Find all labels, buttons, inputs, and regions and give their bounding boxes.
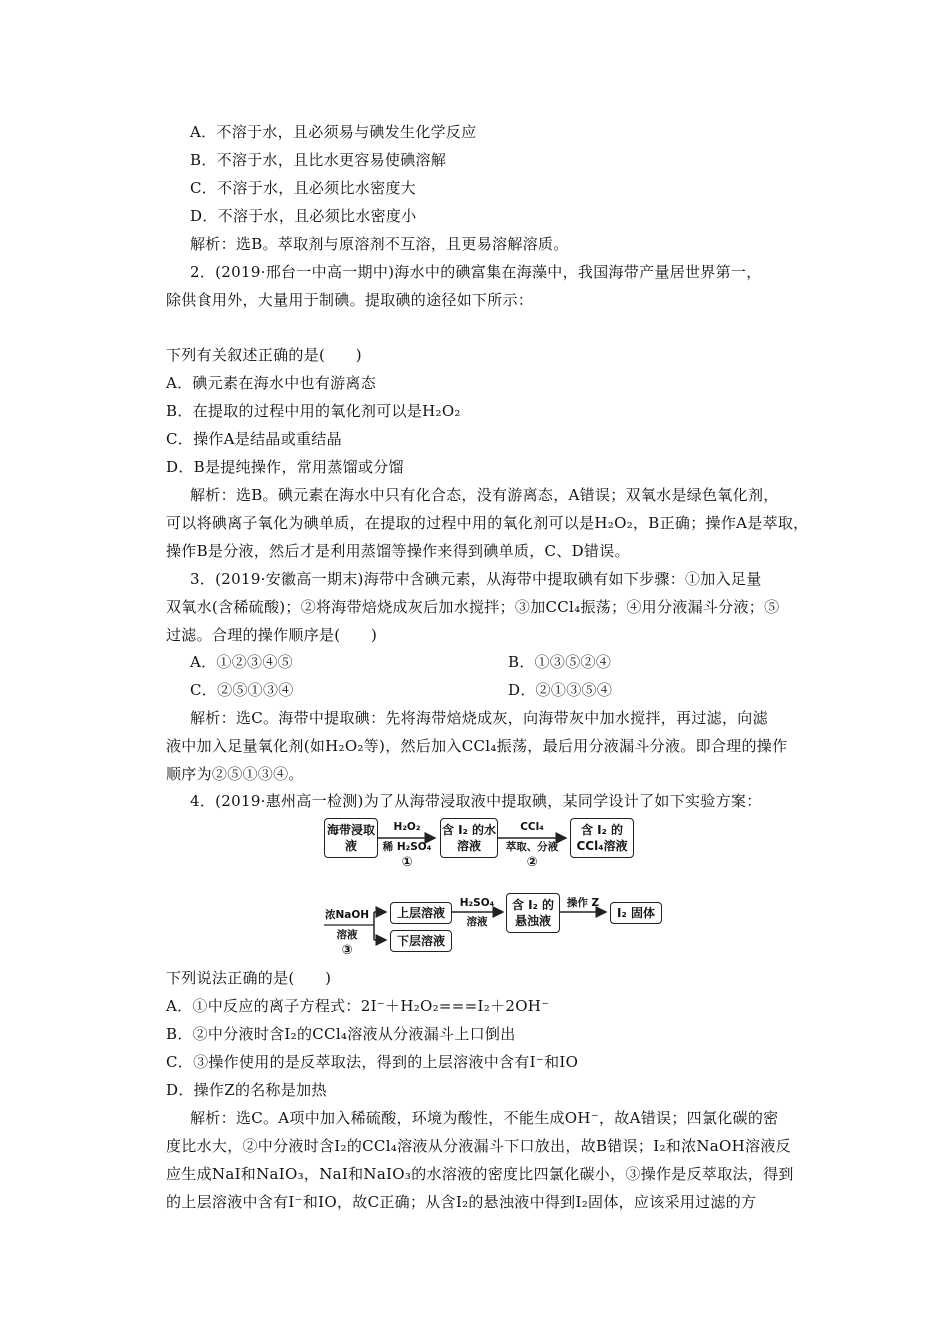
branch-step-number: ③ xyxy=(341,943,353,958)
arrow1-reagent-bottom: 稀 H₂SO₄ xyxy=(382,841,432,853)
q3-option-b: B．①③⑤②④ xyxy=(508,653,612,671)
arrow4-operation-label: 操作 Z xyxy=(566,897,600,909)
q4-analysis-line3: 应生成NaI和NaIO₃，NaI和NaIO₃的水溶液的密度比四氯化碳小，③操作是反萃取法，得到 xyxy=(166,1165,794,1183)
q3-option-d: D．②①③⑤④ xyxy=(508,681,613,699)
q3-option-a: A．①②③④⑤ xyxy=(190,653,293,671)
q3-option-c: C．②⑤①③④ xyxy=(190,681,294,699)
q1-option-a: A．不溶于水，且必须易与碘发生化学反应 xyxy=(190,123,477,141)
q1-analysis: 解析：选B。萃取剂与原溶剂不互溶，且更易溶解溶质。 xyxy=(190,235,569,253)
box-seaweed-leachate: 海带浸取液 xyxy=(324,818,378,858)
q2-option-b: B．在提取的过程中用的氧化剂可以是H₂O₂ xyxy=(166,402,461,420)
q2-stem-line2: 除供食用外，大量用于制碘。提取碘的途径如下所示： xyxy=(166,291,534,309)
arrow1-step-number: ① xyxy=(401,855,413,870)
q4-analysis-line2: 度比水大，②中分液时含I₂的CCl₄溶液从分液漏斗下口放出，故B错误；I₂和浓NaOH溶液反 xyxy=(166,1137,791,1155)
q3-stem-line2: 双氧水(含稀硫酸)；②将海带焙烧成灰后加水搅拌；③加CCl₄振荡；④用分液漏斗分液；⑤ xyxy=(166,598,780,616)
box-lower-layer: 下层溶液 xyxy=(390,930,452,952)
arrow2-step-number: ② xyxy=(526,855,538,870)
box-iodine-solid: I₂ 固体 xyxy=(610,902,662,924)
arrow2-reagent-top: CCl₄ xyxy=(520,821,544,833)
q4-question: 下列说法正确的是( ) xyxy=(166,969,332,987)
q2-analysis-line2: 可以将碘离子氧化为碘单质，在提取的过程中用的氧化剂可以是H₂O₂，B正确；操作A是萃取， xyxy=(166,514,809,532)
branch-reagent-top: 浓NaOH xyxy=(324,909,370,921)
q1-option-b: B．不溶于水，且比水更容易使碘溶解 xyxy=(190,151,447,169)
q1-option-c: C．不溶于水，且必须比水密度大 xyxy=(190,179,416,197)
q2-stem-line1: 2．(2019·邢台一中高一期中)海水中的碘富集在海藻中，我国海带产量居世界第一， xyxy=(190,263,762,281)
q4-analysis-line4: 的上层溶液中含有I⁻和IO，故C正确；从含I₂的悬浊液中得到I₂固体，应该采用过滤的方 xyxy=(166,1193,757,1211)
q3-analysis-line3: 顺序为②⑤①③④。 xyxy=(166,765,304,783)
branch-reagent-bottom: 溶液 xyxy=(336,929,358,941)
box-iodine-suspension: 含 I₂ 的悬浊液 xyxy=(506,893,560,933)
q4-option-a: A．①中反应的离子方程式：2I⁻＋H₂O₂===I₂＋2OH⁻ xyxy=(166,997,550,1015)
q3-stem-line3: 过滤。合理的操作顺序是( ) xyxy=(166,626,378,644)
q2-analysis-line3: 操作B是分液，然后才是利用蒸馏等操作来得到碘单质，C、D错误。 xyxy=(166,542,630,560)
q2-option-d: D．B是提纯操作，常用蒸馏或分馏 xyxy=(166,458,404,476)
arrow3-reagent-bottom: 溶液 xyxy=(466,916,488,928)
q4-option-d: D．操作Z的名称是加热 xyxy=(166,1081,327,1099)
arrow3-reagent-top: H₂SO₄ xyxy=(459,897,495,909)
q2-option-c: C．操作A是结晶或重结晶 xyxy=(166,430,342,448)
q4-option-c: C．③操作使用的是反萃取法，得到的上层溶液中含有I⁻和IO xyxy=(166,1053,579,1071)
q4-stem: 4．(2019·惠州高一检测)为了从海带浸取液中提取碘，某同学设计了如下实验方案： xyxy=(190,792,762,810)
q2-option-a: A．碘元素在海水中也有游离态 xyxy=(166,374,377,392)
q2-question: 下列有关叙述正确的是( ) xyxy=(166,346,362,364)
box-iodine-ccl4: 含 I₂ 的CCl₄溶液 xyxy=(570,818,634,858)
q1-option-d: D．不溶于水，且必须比水密度小 xyxy=(190,207,417,225)
box-iodine-aqueous: 含 I₂ 的水溶液 xyxy=(440,818,498,858)
q4-option-b: B．②中分液时含I₂的CCl₄溶液从分液漏斗上口倒出 xyxy=(166,1025,516,1043)
arrow1-reagent-top: H₂O₂ xyxy=(393,821,421,833)
box-upper-layer: 上层溶液 xyxy=(390,902,452,924)
q3-stem-line1: 3．(2019·安徽高一期末)海带中含碘元素，从海带中提取碘有如下步骤：①加入足量 xyxy=(190,570,762,588)
arrow2-reagent-bottom: 萃取、分液 xyxy=(505,841,559,853)
q3-analysis-line2: 液中加入足量氧化剂(如H₂O₂等)，然后加入CCl₄振荡，最后用分液漏斗分液。即合理的操作 xyxy=(166,737,788,755)
q2-analysis-line1: 解析：选B。碘元素在海水中只有化合态，没有游离态，A错误；双氧水是绿色氧化剂， xyxy=(190,486,779,504)
q3-analysis-line1: 解析：选C。海带中提取碘：先将海带焙烧成灰，向海带灰中加水搅拌，再过滤，向滤 xyxy=(190,709,768,727)
q4-analysis-line1: 解析：选C。A项中加入稀硫酸，环境为酸性，不能生成OH⁻，故A错误；四氯化碳的密 xyxy=(190,1109,779,1127)
